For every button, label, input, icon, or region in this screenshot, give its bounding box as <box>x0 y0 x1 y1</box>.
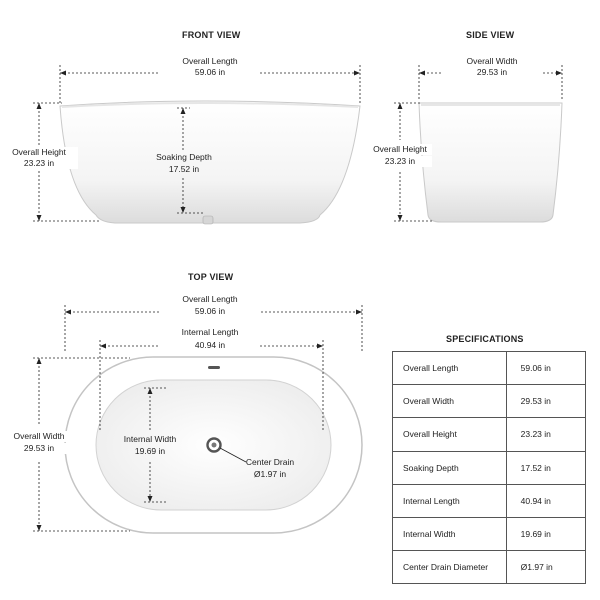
side-overall-width-value: 29.53 in <box>442 67 542 78</box>
front-overall-height-value: 23.23 in <box>0 158 78 169</box>
internal-width-value: 19.69 in <box>134 446 166 456</box>
table-row <box>393 352 586 385</box>
side-view-tub <box>419 103 562 222</box>
top-view-tub <box>65 357 362 533</box>
top-overall-length-value: 59.06 in <box>160 306 260 317</box>
specifications-table <box>392 351 586 584</box>
spec-value: 23.23 in <box>506 418 585 451</box>
spec-value: 40.94 in <box>506 484 585 517</box>
side-overall-height-label: Overall Height <box>368 144 432 155</box>
soaking-depth-label: Soaking Depth <box>156 152 212 162</box>
side-view-title: SIDE VIEW <box>466 30 515 40</box>
top-overall-width-label: Overall Width <box>0 431 78 442</box>
spec-label: Center Drain Diameter <box>393 551 507 584</box>
side-overall-height-value: 23.23 in <box>368 156 432 167</box>
front-view-title: FRONT VIEW <box>182 30 241 40</box>
internal-width-label: Internal Width <box>123 434 177 444</box>
center-drain-label: Center Drain <box>245 457 295 467</box>
top-overall-width-value: 29.53 in <box>0 443 78 454</box>
table-row <box>393 385 586 418</box>
overflow-icon <box>208 366 220 369</box>
top-view-title: TOP VIEW <box>188 272 234 282</box>
spec-label: Internal Length <box>393 484 507 517</box>
spec-value: Ø1.97 in <box>506 551 585 584</box>
side-overall-width-label: Overall Width <box>466 56 518 66</box>
top-overall-length-label: Overall Length <box>182 294 238 304</box>
spec-value: 29.53 in <box>506 385 585 418</box>
internal-length-label: Internal Length <box>181 327 239 337</box>
spec-label: Internal Width <box>393 517 507 550</box>
front-overall-height-label: Overall Height <box>0 147 78 158</box>
spec-label: Overall Height <box>393 418 507 451</box>
spec-value: 59.06 in <box>506 352 585 385</box>
spec-value: 19.69 in <box>506 517 585 550</box>
spec-label: Soaking Depth <box>393 451 507 484</box>
drain-outlet-shape <box>203 216 213 224</box>
front-overall-length-value: 59.06 in <box>160 67 260 78</box>
table-row <box>393 418 586 451</box>
center-drain-value: Ø1.97 in <box>253 469 287 479</box>
table-row <box>393 551 586 584</box>
spec-label: Overall Width <box>393 385 507 418</box>
spec-value: 17.52 in <box>506 451 585 484</box>
specifications-title: SPECIFICATIONS <box>446 334 524 344</box>
table-row <box>393 451 586 484</box>
table-row <box>393 484 586 517</box>
table-row <box>393 517 586 550</box>
internal-length-value: 40.94 in <box>160 340 260 351</box>
soaking-depth-value: 17.52 in <box>168 164 200 174</box>
front-overall-length-label: Overall Length <box>182 56 238 66</box>
spec-label: Overall Length <box>393 352 507 385</box>
